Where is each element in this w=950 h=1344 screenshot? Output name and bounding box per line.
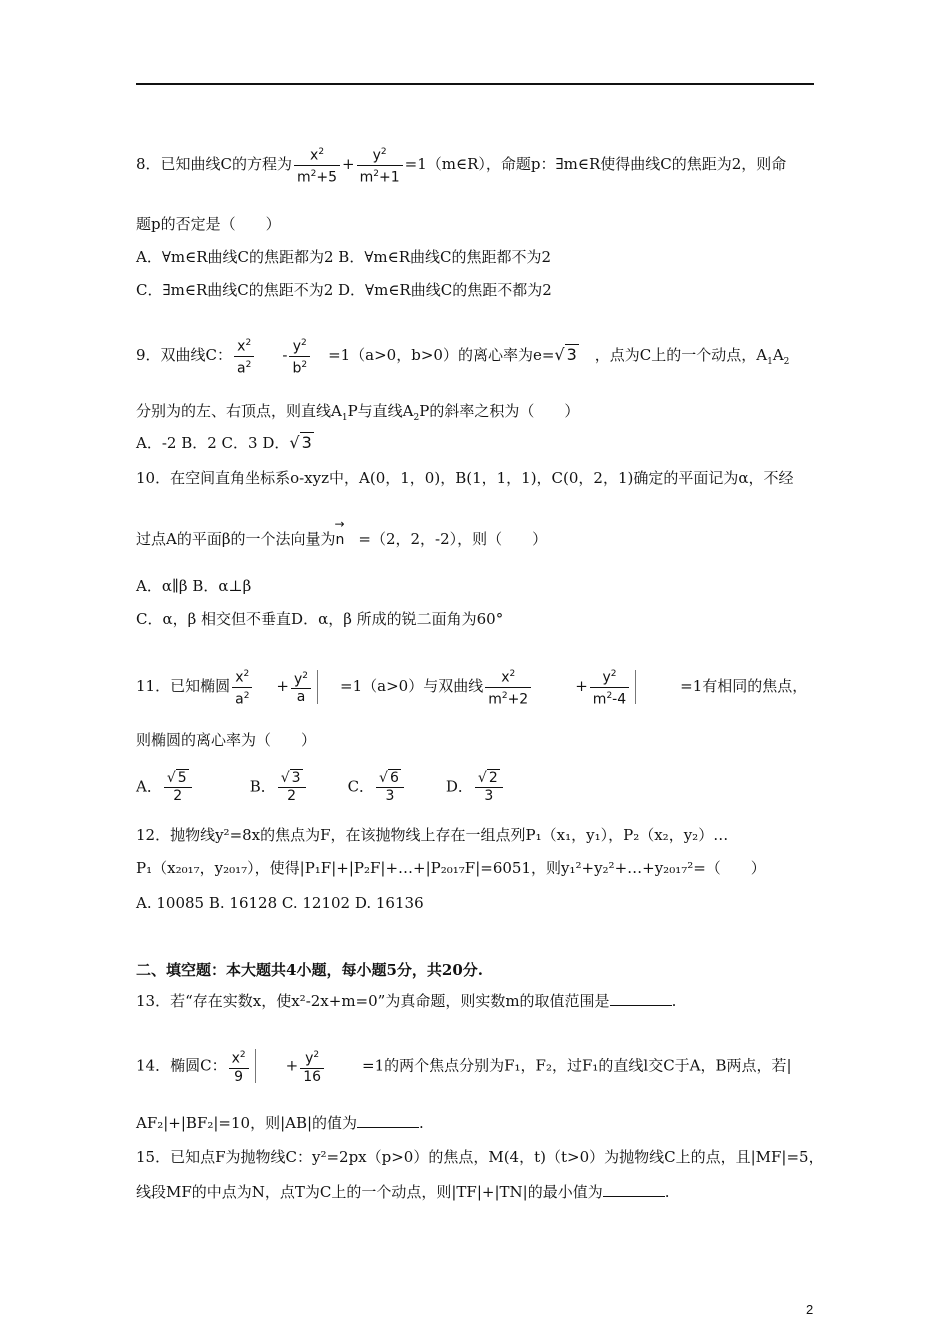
section-2-heading: 二、填空题：本大题共4小题，每小题5分，共20分. xyxy=(136,961,483,979)
q12-options: A. 10085 B. 16128 C. 12102 D. 16136 xyxy=(136,894,424,912)
q10-options-ab: A．α∥β B．α⊥β xyxy=(136,577,252,595)
q12-line1: 12．抛物线y²=8x的焦点为F，在该抛物线上存在一组点列P₁（x₁，y₁），P₂（x₂，y₂）… xyxy=(136,826,729,844)
q13-line: 13．若“存在实数x，使x²-2x+m=0”为真命题，则实数m的取值范围是 . xyxy=(136,992,677,1010)
q8-suffix: =1（m∈R），命题p：∃m∈R使得曲线C的焦距为2，则命 xyxy=(404,155,787,174)
q10-line2: 过点A的平面β的一个法向量为→ n =（2，2，-2），则（ ） xyxy=(136,529,547,550)
page-number: 2 xyxy=(806,1302,814,1317)
q9-options: A．-2 B．2 C．3 D．√ 3 xyxy=(136,433,312,452)
q13-answer-blank[interactable] xyxy=(610,991,672,1006)
normal-vector: → n xyxy=(336,530,345,550)
q11-line2: 则椭圆的离心率为（ ） xyxy=(136,731,317,749)
q8-options-ab: A．∀m∈R曲线C的焦距都为2 B．∀m∈R曲线C的焦距都不为2 xyxy=(136,248,552,266)
q14-fraction-1: $\frac{x^2}{9}$ xyxy=(229,1047,249,1086)
q14-answer-blank[interactable] xyxy=(357,1113,419,1128)
q8-options-cd: C．∃m∈R曲线C的焦距不为2 D．∀m∈R曲线C的焦距不都为2 xyxy=(136,281,552,299)
q8-fraction-2: $\frac{y^2}{m^2+1}$ xyxy=(357,144,403,186)
q10-line1: 10．在空间直角坐标系o-xyz中，A(0，1，0)，B(1，1，1)，C(0，2，1)确定的平面记为α，不经 xyxy=(136,469,794,487)
q14-line1: 14．椭圆C： $\frac{x^2}{9}$ + $\frac{y^2}{16}$ =1的两个焦点分别为F₁，F₂，过F₁的直线l交C于A，B两点，若| xyxy=(136,1047,792,1086)
header-rule xyxy=(136,83,814,85)
q8-prefix: 8．已知曲线C的方程为 xyxy=(136,155,293,174)
q11-fraction-3: $\frac{x^2}{m^2+2}$ xyxy=(485,666,531,708)
q12-line2: P₁（x₂₀₁₇，y₂₀₁₇），使得|P₁F|+|P₂F|+…+|P₂₀₁₇F|=6051，则y₁²+y₂²+…+y₂₀₁₇²=（ ） xyxy=(136,859,766,877)
sqrt-3: √ 3 xyxy=(554,345,577,365)
q10-options-cd: C．α，β 相交但不垂直D．α，β 所成的锐二面角为60° xyxy=(136,610,504,628)
q9-fraction-1: $\frac{x^2}{a^2}$ xyxy=(234,335,254,377)
q14-line2: AF₂|+|BF₂|=10，则|AB|的值为 . xyxy=(136,1114,424,1132)
q14-fraction-2: $\frac{y^2}{16}$ xyxy=(300,1047,324,1086)
q9-line1: 9．双曲线C： $\frac{x^2}{a^2}$ - $\frac{y^2}{b^2}$ =1（a>0，b>0）的离心率为e=√ 3 ，点为C上的一个动点，$A_1A_2$ xyxy=(136,335,789,377)
q8-line2: 题p的否定是（ ） xyxy=(136,215,281,233)
q15-answer-blank[interactable] xyxy=(603,1182,665,1197)
q11-line1: 11．已知椭圆 $\frac{x^2}{a^2}$ + $\frac{y^2}{a}$ =1（a>0）与双曲线 $\frac{x^2}{m^2+2}$ + $\frac{y^2}{m^2-4}$ =1有相同的焦点， xyxy=(136,666,807,708)
q11-fraction-1: $\frac{x^2}{a^2}$ xyxy=(232,666,252,708)
q11-fraction-4: $\frac{y^2}{m^2-4}$ xyxy=(590,666,629,708)
q15-line2: 线段MF的中点为N，点T为C上的一个动点，则|TF|+|TN|的最小值为 . xyxy=(136,1183,670,1201)
q8-fraction-1: $\frac{x^2}{m^2+5}$ xyxy=(294,144,340,186)
q11-fraction-2: $\frac{y^2}{a}$ xyxy=(291,668,311,707)
q11-options: A． $\frac{√ 5}{2}$ B． $\frac{√ 3}{2}$ C． $\frac{√ 6}{3}$ D． $\frac{√ 2}{3}$ xyxy=(136,770,505,805)
q15-line1: 15．已知点F为抛物线C：y²=2px（p>0）的焦点，M(4，t)（t>0）为抛物线C上的点，且|MF|=5， xyxy=(136,1148,824,1166)
q8-line1: 8．已知曲线C的方程为 $\frac{x^2}{m^2+5}$ + $\frac{y^2}{m^2+1}$ =1（m∈R），命题p：∃m∈R使得曲线C的焦距为2，则命 xyxy=(136,144,786,186)
q9-fraction-2: $\frac{y^2}{b^2}$ xyxy=(289,335,310,377)
q9-line2: 分别为的左、右顶点，则直线$A_1P$与直线$A_2P$的斜率之积为（ ） xyxy=(136,402,580,423)
